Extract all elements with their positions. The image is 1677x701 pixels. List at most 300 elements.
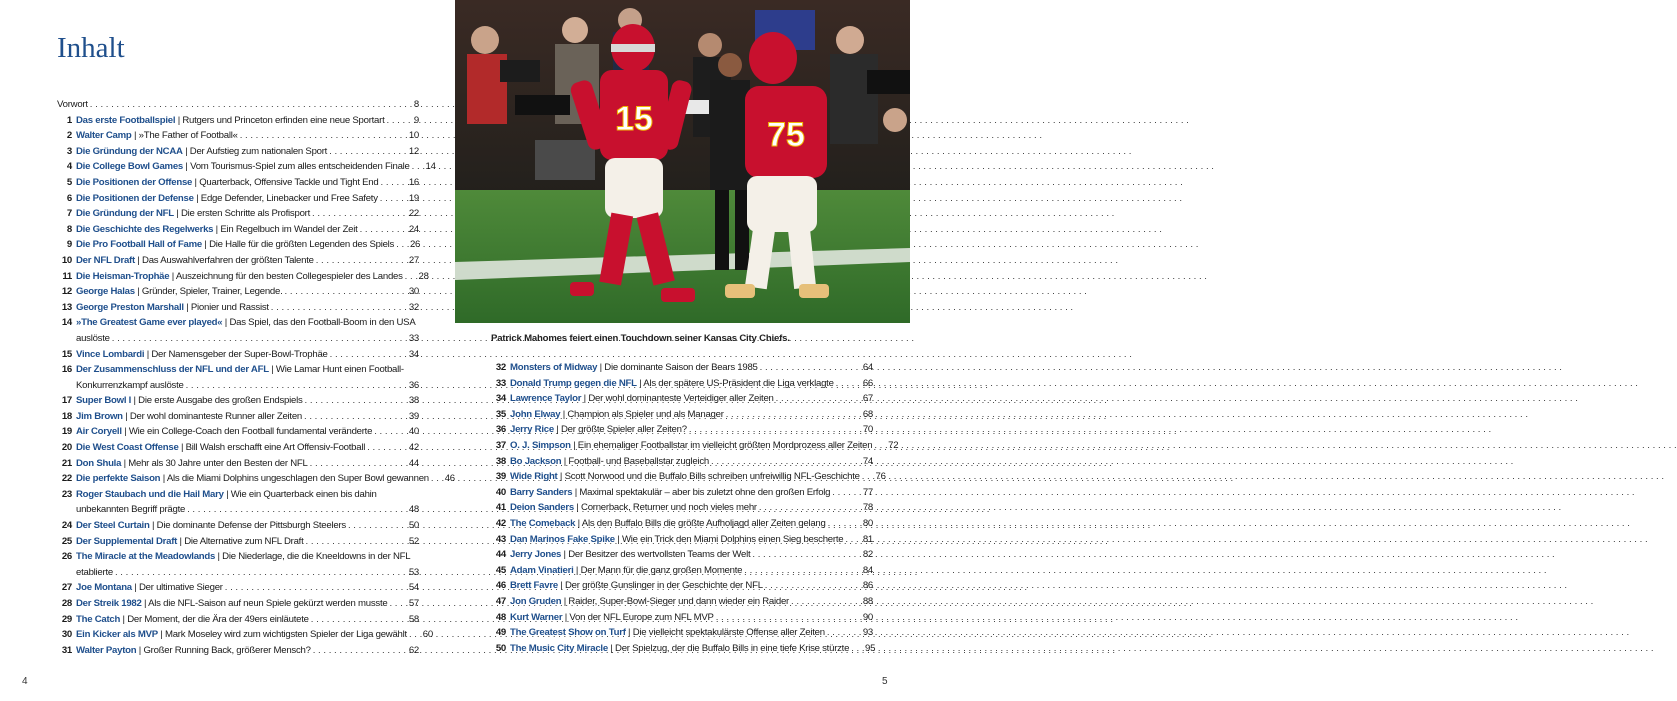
toc-entry-page: 77 bbox=[862, 486, 873, 498]
toc-entry[interactable] bbox=[57, 128, 419, 144]
toc-entry-desc-cont: Konkurrenzkampf auslöste bbox=[76, 379, 184, 391]
toc-leader-dots bbox=[303, 534, 403, 550]
toc-entry[interactable] bbox=[491, 625, 873, 641]
toc-entry-number: 9 bbox=[66, 239, 72, 251]
toc-entry-title[interactable]: Donald Trump gegen die NFL bbox=[510, 377, 637, 389]
toc-entry-number: 49 bbox=[495, 627, 506, 639]
toc-entry-title[interactable]: Dan Marinos Fake Spike bbox=[510, 533, 615, 545]
toc-entry[interactable] bbox=[57, 393, 419, 409]
toc-entry[interactable] bbox=[491, 454, 873, 470]
toc-entry-title[interactable]: Adam Vinatieri bbox=[510, 564, 574, 576]
toc-entry-desc: | Als die NFL-Saison auf neun Spiele gekürzt werden musste bbox=[141, 598, 388, 609]
toc-entry-page: 78 bbox=[862, 502, 873, 514]
toc-entry-number: 27 bbox=[61, 582, 72, 594]
toc-entry-page: 46 bbox=[444, 473, 455, 485]
toc-entry-desc: | Wie Lamar Hunt einen Football- bbox=[268, 364, 404, 376]
toc-entry-number: 10 bbox=[61, 254, 72, 266]
toc-entry-title[interactable]: Ein Kicker als MVP bbox=[76, 629, 158, 641]
jersey-number-left: 15 bbox=[615, 100, 653, 138]
toc-entry-page: 48 bbox=[408, 504, 419, 516]
toc-entry-desc: | Der wohl dominanteste Runner aller Zeiten bbox=[122, 410, 302, 422]
toc-entry[interactable] bbox=[57, 487, 419, 518]
toc-entry-number: 6 bbox=[66, 192, 72, 204]
toc-entry-desc: | Der größte Spieler aller Zeiten? bbox=[553, 424, 687, 436]
toc-entry-number: 47 bbox=[495, 595, 506, 607]
toc-entry-number: 41 bbox=[495, 502, 506, 514]
toc-entry-desc: | Die Halle für die größten Legenden des Spiels bbox=[202, 239, 395, 251]
toc-entry-number: 33 bbox=[495, 377, 506, 389]
toc-entry[interactable] bbox=[491, 500, 873, 516]
toc-entry-title[interactable]: Die West Coast Offense bbox=[76, 442, 179, 454]
toc-entry-page: 60 bbox=[422, 629, 433, 641]
toc-entry-title[interactable]: George Halas bbox=[76, 286, 135, 298]
toc-entry-number: 37 bbox=[495, 439, 506, 451]
toc-entry-number: 44 bbox=[495, 549, 506, 561]
toc-entry-number: 8 bbox=[66, 223, 72, 235]
toc-entry[interactable] bbox=[57, 643, 419, 659]
toc-entry-title[interactable]: Vince Lombardi bbox=[76, 348, 145, 360]
toc-leader-dots bbox=[834, 376, 857, 392]
toc-entry-page: 8 bbox=[413, 99, 419, 110]
toc-entry-desc: | Quarterback, Offensive Tackle und Tight End bbox=[192, 176, 379, 188]
toc-entry-page: 26 bbox=[409, 239, 421, 251]
toc-entry[interactable] bbox=[57, 222, 419, 238]
toc-entry-desc: | Großer Running Back, größerer Mensch? bbox=[136, 644, 311, 656]
toc-entry-number: 39 bbox=[495, 471, 506, 483]
toc-leader-dots bbox=[378, 191, 403, 207]
toc-entry-desc: | Der wohl dominanteste Verteidiger aller Zeiten bbox=[581, 393, 774, 405]
toc-entry-page: 12 bbox=[408, 145, 419, 157]
toc-leader-dots bbox=[88, 97, 403, 113]
toc-leader-dots bbox=[365, 440, 403, 456]
toc-leader-dots bbox=[311, 643, 403, 659]
page-title: Inhalt bbox=[57, 32, 125, 64]
toc-entry-number: 15 bbox=[61, 348, 72, 360]
toc-leader-dots bbox=[358, 222, 403, 238]
toc-leader-dots bbox=[757, 500, 857, 516]
toc-entry-page: 10 bbox=[408, 130, 419, 142]
toc-left-column bbox=[57, 97, 455, 658]
toc-entry-title[interactable]: Jerry Rice bbox=[510, 424, 554, 436]
toc-entry-title[interactable]: Der Streik 1982 bbox=[76, 598, 142, 609]
toc-leader-dots bbox=[303, 393, 403, 409]
toc-leader-dots bbox=[185, 502, 403, 518]
toc-entry-page: 70 bbox=[862, 424, 873, 436]
toc-entry-vorwort[interactable] bbox=[57, 97, 419, 113]
toc-entry-desc: | Das Auswahlverfahren der größten Talente bbox=[134, 254, 314, 266]
toc-entry-page: 39 bbox=[408, 410, 419, 422]
toc-leader-dots bbox=[410, 159, 420, 175]
toc-leader-dots bbox=[758, 360, 857, 376]
toc-entry-desc: | Champion als Spieler und als Manager bbox=[560, 408, 724, 420]
toc-entry-title[interactable]: George Preston Marshall bbox=[76, 301, 184, 313]
toc-entry[interactable] bbox=[491, 422, 873, 438]
toc-leader-dots bbox=[110, 331, 403, 347]
toc-entry-page: 80 bbox=[862, 517, 873, 529]
toc-leader-dots bbox=[789, 594, 857, 610]
toc-entry[interactable] bbox=[57, 113, 419, 129]
toc-entry-page: 81 bbox=[862, 533, 873, 545]
toc-entry-title[interactable]: The Greatest Show on Turf bbox=[510, 627, 626, 639]
toc-entry-page: 22 bbox=[408, 208, 419, 220]
toc-leader-dots bbox=[328, 347, 403, 363]
toc-leader-dots bbox=[830, 485, 857, 501]
toc-entry-desc: | Ein ehemaliger Footballstar im vielleicht größten Mordprozess aller Zeiten bbox=[570, 439, 873, 451]
toc-leader-dots bbox=[774, 391, 857, 407]
toc-entry-desc-cont: unbekannten Begriff prägte bbox=[76, 504, 186, 516]
toc-entry[interactable] bbox=[57, 424, 419, 440]
toc-entry-number: 19 bbox=[61, 426, 72, 438]
toc-entry[interactable] bbox=[57, 534, 419, 550]
toc-entry-page: 93 bbox=[862, 627, 873, 639]
toc-entry-title[interactable]: Air Coryell bbox=[76, 426, 122, 438]
toc-entry-title[interactable]: Die Heisman-Trophäe bbox=[76, 270, 170, 282]
toc-entry[interactable] bbox=[491, 610, 873, 626]
toc-entry-number: 24 bbox=[61, 520, 72, 532]
toc-entry-number: 20 bbox=[61, 442, 72, 454]
toc-leader-dots bbox=[872, 438, 882, 454]
toc-entry-desc-cont: auslöste bbox=[76, 332, 110, 344]
toc-entry-title[interactable]: O. J. Simpson bbox=[510, 439, 571, 451]
toc-entry[interactable] bbox=[491, 563, 873, 579]
toc-entry-number: 29 bbox=[61, 613, 72, 625]
page-number-left: 4 bbox=[22, 676, 28, 687]
toc-leader-dots bbox=[372, 424, 403, 440]
toc-entry-title[interactable]: Jim Brown bbox=[76, 410, 123, 422]
toc-entry-page: 42 bbox=[408, 442, 419, 454]
toc-entry-desc: | Mehr als 30 Jahre unter den Besten der NFL bbox=[121, 457, 308, 469]
toc-entry-desc: | Mark Moseley wird zum wichtigsten Spieler der Liga gewählt bbox=[157, 629, 407, 641]
toc-entry-desc: | Als die Miami Dolphins ungeschlagen den Super Bowl gewannen bbox=[160, 473, 429, 485]
toc-entry[interactable] bbox=[491, 516, 873, 532]
toc-entry-page: 67 bbox=[862, 393, 873, 405]
toc-entry-number: 16 bbox=[61, 364, 72, 376]
toc-leader-dots bbox=[238, 128, 403, 144]
toc-entry[interactable] bbox=[491, 391, 873, 407]
toc-entry[interactable] bbox=[491, 547, 873, 563]
toc-entry-page: 52 bbox=[408, 535, 419, 547]
toc-entry-desc: | Wie ein College-Coach den Football fundamental veränderte bbox=[121, 426, 373, 438]
toc-entry-number: 45 bbox=[495, 564, 506, 576]
toc-entry[interactable] bbox=[57, 315, 419, 346]
toc-entry-page: 76 bbox=[875, 471, 886, 483]
toc-leader-dots bbox=[403, 269, 413, 285]
toc-entry-desc: | Der Moment, der die Ära der 49ers einläutete bbox=[120, 613, 309, 625]
toc-entry-number: 4 bbox=[66, 161, 72, 173]
toc-entry-page: 54 bbox=[408, 582, 419, 594]
toc-leader-dots bbox=[826, 516, 857, 532]
toc-leader-dots bbox=[687, 422, 857, 438]
toc-entry-number: 34 bbox=[495, 393, 506, 405]
toc-entry-desc: | Auszeichnung für den besten Collegespieler des Landes bbox=[169, 270, 403, 282]
toc-entry-label: Vorwort bbox=[57, 99, 88, 110]
toc-entry[interactable] bbox=[491, 376, 873, 392]
toc-entry-number: 3 bbox=[66, 145, 72, 157]
toc-entry-page: 9 bbox=[413, 114, 419, 126]
toc-entry-page: 14 bbox=[425, 161, 436, 173]
toc-entry-number: 12 bbox=[61, 286, 72, 298]
toc-entry[interactable] bbox=[491, 532, 873, 548]
toc-entry-number: 32 bbox=[495, 362, 506, 373]
toc-entry[interactable] bbox=[57, 580, 419, 596]
toc-entry-page: 36 bbox=[408, 379, 419, 391]
toc-entry-title[interactable]: Die Pro Football Hall of Fame bbox=[76, 239, 203, 251]
toc-entry-desc: | Raider, Super-Bowl-Sieger und dann wieder ein Raider bbox=[561, 595, 789, 607]
toc-entry-page: 44 bbox=[408, 457, 419, 469]
toc-entry-title[interactable]: Don Shula bbox=[76, 457, 122, 469]
toc-entry[interactable] bbox=[57, 269, 429, 285]
toc-entry-desc: | Cornerback, Returner und noch vieles mehr bbox=[573, 502, 757, 514]
toc-entry[interactable] bbox=[57, 627, 433, 643]
toc-entry-title[interactable]: »The Greatest Game ever played« bbox=[76, 317, 223, 329]
toc-entry-desc: | Gründer, Spieler, Trainer, Legende. bbox=[134, 286, 283, 298]
toc-entry-desc: | Edge Defender, Linebacker und Free Safety bbox=[193, 192, 378, 204]
toc-entry-number: 40 bbox=[495, 486, 506, 498]
toc-entry-title[interactable]: Walter Camp bbox=[76, 130, 132, 142]
toc-leader-dots bbox=[184, 378, 403, 394]
football-celebration-photo bbox=[455, 0, 910, 323]
toc-entry-title[interactable]: The Miracle at the Meadowlands bbox=[76, 551, 216, 563]
toc-entry-desc: | Wie ein Trick den Miami Dolphins einen Sieg bescherte bbox=[614, 533, 844, 545]
toc-entry-desc: | Der Namensgeber der Super-Bowl-Trophäe bbox=[144, 348, 328, 360]
toc-entry-desc: | Die dominante Defense der Pittsburgh Steelers bbox=[149, 520, 346, 532]
toc-entry-number: 36 bbox=[495, 424, 506, 436]
toc-entry-page: 84 bbox=[862, 564, 873, 576]
toc-entry-desc: | Der Spielzug, der die Buffalo Bills in eine tiefe Krise stürzte bbox=[607, 642, 850, 654]
toc-entry-number: 25 bbox=[61, 535, 72, 547]
toc-entry-title[interactable]: Die Positionen der Defense bbox=[76, 192, 194, 204]
toc-entry-desc: | Das Spiel, das den Football-Boom in den USA bbox=[222, 317, 416, 329]
toc-entry-title[interactable]: John Elway bbox=[510, 408, 561, 420]
toc-entry[interactable] bbox=[491, 641, 876, 657]
toc-leader-dots bbox=[763, 578, 857, 594]
toc-entry-page: 64 bbox=[862, 362, 873, 373]
toc-entry-desc: | Wie ein Quarterback einen bis dahin bbox=[223, 488, 377, 500]
toc-leader-dots bbox=[327, 144, 403, 160]
toc-right-column bbox=[491, 360, 899, 656]
toc-entry-desc: | Rutgers und Princeton erfinden eine neue Sportart bbox=[175, 114, 385, 126]
toc-entry[interactable] bbox=[57, 253, 419, 269]
toc-entry[interactable] bbox=[491, 469, 886, 485]
toc-entry-number: 46 bbox=[495, 580, 506, 592]
toc-leader-dots bbox=[407, 627, 417, 643]
toc-leader-dots bbox=[113, 565, 403, 581]
toc-entry-desc: | Der Mann für die ganz großen Momente bbox=[573, 564, 743, 576]
toc-leader-dots bbox=[742, 563, 857, 579]
toc-entry-desc: | Die dominante Saison der Bears 1985 bbox=[597, 362, 758, 373]
toc-entry[interactable] bbox=[57, 191, 419, 207]
toc-entry-number: 2 bbox=[66, 130, 72, 142]
toc-entry-page: 88 bbox=[862, 595, 873, 607]
toc-entry-title[interactable]: Kurt Warner bbox=[510, 611, 563, 623]
toc-entry-desc: | Bill Walsh erschafft eine Art Offensiv-Football bbox=[178, 442, 366, 454]
toc-entry[interactable] bbox=[57, 144, 419, 160]
toc-leader-dots bbox=[385, 113, 403, 129]
toc-entry-desc: | Der Besitzer des wertvollsten Teams der Welt bbox=[561, 549, 751, 561]
toc-entry-title[interactable]: Die Gründung der NFL bbox=[76, 208, 174, 220]
toc-entry-number: 23 bbox=[61, 488, 72, 500]
toc-entry-number: 26 bbox=[61, 551, 72, 563]
toc-entry-title[interactable]: Barry Sanders bbox=[510, 486, 573, 498]
toc-entry-page: 74 bbox=[862, 455, 873, 467]
toc-entry-page: 86 bbox=[862, 580, 873, 592]
toc-entry[interactable] bbox=[57, 409, 419, 425]
toc-entry-title[interactable]: Jerry Jones bbox=[510, 549, 562, 561]
toc-entry-title[interactable]: Der Steel Curtain bbox=[76, 520, 150, 532]
toc-entry-title[interactable]: Die Geschichte des Regelwerks bbox=[76, 223, 214, 235]
toc-entry-number: 1 bbox=[66, 114, 72, 126]
toc-entry-desc: | Der Aufstieg zum nationalen Sport bbox=[182, 145, 328, 157]
toc-entry-title[interactable]: Die perfekte Saison bbox=[76, 473, 161, 485]
toc-leader-dots bbox=[860, 469, 870, 485]
toc-entry-number: 38 bbox=[495, 455, 506, 467]
toc-entry-title[interactable]: Bo Jackson bbox=[510, 455, 562, 467]
toc-leader-dots bbox=[302, 409, 403, 425]
toc-entry-title[interactable]: Roger Staubach und die Hail Mary bbox=[76, 488, 224, 500]
toc-entry-desc: | Als der spätere US-Präsident die Liga verklagte bbox=[636, 377, 834, 389]
toc-entry-title[interactable]: Super Bowl I bbox=[76, 395, 132, 407]
right-page bbox=[455, 0, 910, 701]
toc-entry[interactable] bbox=[57, 549, 419, 580]
toc-entry-title[interactable]: Deion Sanders bbox=[510, 502, 574, 514]
toc-entry-number: 14 bbox=[61, 317, 72, 329]
toc-entry[interactable] bbox=[491, 578, 873, 594]
toc-entry[interactable] bbox=[57, 206, 419, 222]
toc-entry-title[interactable]: Lawrence Taylor bbox=[510, 393, 582, 405]
toc-leader-dots bbox=[223, 580, 403, 596]
toc-entry[interactable] bbox=[491, 360, 873, 376]
toc-entry[interactable] bbox=[57, 284, 419, 300]
toc-entry-number: 42 bbox=[495, 517, 506, 529]
toc-entry[interactable] bbox=[491, 407, 873, 423]
toc-entry-title[interactable]: Joe Montana bbox=[76, 582, 132, 594]
toc-entry[interactable] bbox=[57, 596, 419, 612]
toc-entry-number: 7 bbox=[66, 208, 72, 220]
toc-entry-desc: | Die ersten Schritte als Profisport bbox=[173, 208, 311, 220]
toc-entry-page: 16 bbox=[408, 176, 419, 188]
toc-entry-page: 90 bbox=[862, 611, 873, 623]
toc-entry-desc: | Scott Norwood und die Buffalo Bills schreiben unfreiwillig NFL-Geschichte bbox=[557, 471, 860, 483]
toc-leader-dots bbox=[750, 547, 857, 563]
toc-entry[interactable] bbox=[57, 440, 419, 456]
toc-entry-number: 50 bbox=[495, 642, 506, 654]
toc-leader-dots bbox=[429, 471, 439, 487]
toc-entry-desc: | Der größte Gunslinger in der Geschichte der NFL bbox=[557, 580, 763, 592]
toc-entry-desc: | »The Father of Football« bbox=[131, 130, 238, 142]
toc-entry-page: 50 bbox=[408, 520, 419, 532]
toc-leader-dots bbox=[308, 456, 403, 472]
toc-entry-title[interactable]: The Music City Miracle bbox=[510, 642, 608, 654]
toc-entry-desc: | Football- und Baseballstar zugleich bbox=[561, 455, 710, 467]
toc-entry-number: 31 bbox=[61, 644, 72, 656]
toc-entry-page: 28 bbox=[418, 270, 429, 282]
page-number-right: 5 bbox=[882, 676, 888, 687]
toc-entry[interactable] bbox=[57, 612, 419, 628]
toc-entry[interactable] bbox=[57, 237, 419, 253]
toc-entry[interactable] bbox=[57, 456, 419, 472]
toc-entry-title[interactable]: Die Positionen der Offense bbox=[76, 176, 193, 188]
toc-entry-title[interactable]: Der Supplemental Draft bbox=[76, 535, 178, 547]
toc-entry-page: 58 bbox=[408, 613, 419, 625]
toc-leader-dots bbox=[714, 610, 857, 626]
toc-entry[interactable] bbox=[57, 518, 419, 534]
toc-entry-desc: | Der ultimative Sieger bbox=[131, 582, 223, 594]
toc-entry-number: 17 bbox=[61, 395, 72, 407]
toc-entry-desc: | Als den Buffalo Bills die größte Aufholjagd aller Zeiten gelang bbox=[575, 517, 826, 529]
toc-entry-title[interactable]: The Catch bbox=[76, 613, 121, 625]
toc-entry-page: 38 bbox=[408, 395, 419, 407]
toc-entry-title[interactable]: Der Zusammenschluss der NFL und der AFL bbox=[76, 364, 269, 376]
toc-entry-number: 48 bbox=[495, 611, 506, 623]
toc-entry-title[interactable]: Die College Bowl Games bbox=[76, 161, 183, 173]
toc-entry-number: 22 bbox=[61, 473, 72, 485]
toc-entry-desc: | Pionier und Rassist bbox=[183, 301, 269, 313]
photo-illustration bbox=[455, 0, 910, 323]
toc-leader-dots bbox=[269, 300, 403, 316]
toc-entry-number: 35 bbox=[495, 408, 506, 420]
toc-entry-title[interactable]: Monsters of Midway bbox=[510, 362, 598, 373]
toc-entry-number: 5 bbox=[66, 176, 72, 188]
toc-entry-title[interactable]: Wide Right bbox=[510, 471, 558, 483]
toc-entry-desc: | Vom Tourismus-Spiel zum alles entscheidenden Finale bbox=[183, 161, 410, 173]
toc-entry-desc: | Die vielleicht spektakulärste Offense aller Zeiten bbox=[625, 627, 825, 639]
toc-entry-number: 21 bbox=[61, 457, 72, 469]
toc-entry[interactable] bbox=[57, 471, 455, 487]
toc-entry-page: 27 bbox=[408, 254, 419, 266]
toc-entry-page: 40 bbox=[408, 426, 419, 438]
toc-entry-desc: | Maximal spektakulär – aber bis zuletzt ohne den großen Erfolg bbox=[572, 486, 831, 498]
toc-entry-title[interactable]: Brett Favre bbox=[510, 580, 558, 592]
toc-entry[interactable] bbox=[57, 159, 436, 175]
toc-leader-dots bbox=[387, 596, 403, 612]
toc-entry-desc: | Die erste Ausgabe des großen Endspiels bbox=[131, 395, 303, 407]
toc-entry-page: 34 bbox=[408, 348, 419, 360]
toc-entry-title[interactable]: Walter Payton bbox=[76, 644, 137, 656]
toc-entry[interactable] bbox=[57, 300, 419, 316]
toc-entry[interactable] bbox=[491, 438, 899, 454]
toc-entry-title[interactable]: Das erste Footballspiel bbox=[76, 114, 176, 126]
toc-entry-title[interactable]: The Comeback bbox=[510, 517, 576, 529]
toc-entry-number: 43 bbox=[495, 533, 506, 545]
toc-entry[interactable] bbox=[57, 362, 419, 393]
toc-entry[interactable] bbox=[57, 347, 419, 363]
toc-entry-page: 68 bbox=[862, 408, 873, 420]
toc-entry-page: 19 bbox=[408, 192, 419, 204]
toc-entry-page: 82 bbox=[862, 549, 873, 561]
toc-entry-page: 72 bbox=[888, 439, 899, 451]
toc-entry-desc: | Die Alternative zum NFL Draft bbox=[177, 535, 304, 547]
toc-entry[interactable] bbox=[491, 594, 873, 610]
toc-entry-title[interactable]: Der NFL Draft bbox=[76, 254, 135, 266]
toc-entry-number: 18 bbox=[61, 410, 72, 422]
toc-entry-page: 33 bbox=[408, 332, 419, 344]
toc-leader-dots bbox=[843, 532, 857, 548]
toc-entry[interactable] bbox=[491, 485, 873, 501]
toc-entry-desc: | Ein Regelbuch im Wandel der Zeit bbox=[213, 223, 358, 235]
toc-entry-number: 11 bbox=[62, 270, 72, 282]
toc-entry-page: 95 bbox=[865, 642, 876, 654]
toc-leader-dots bbox=[310, 206, 403, 222]
toc-leader-dots bbox=[724, 407, 857, 423]
toc-entry[interactable] bbox=[57, 175, 419, 191]
toc-entry-page: 66 bbox=[862, 377, 873, 389]
toc-entry-title[interactable]: Die Gründung der NCAA bbox=[76, 145, 183, 157]
toc-leader-dots bbox=[849, 641, 859, 657]
toc-entry-title[interactable]: Jon Gruden bbox=[510, 595, 562, 607]
toc-leader-dots bbox=[314, 253, 403, 269]
photo-caption: Patrick Mahomes feiert einen Touchdown seiner Kansas City Chiefs. bbox=[491, 333, 790, 344]
toc-entry-desc: | Die Niederlage, die die Kneeldowns in der NFL bbox=[215, 551, 411, 563]
